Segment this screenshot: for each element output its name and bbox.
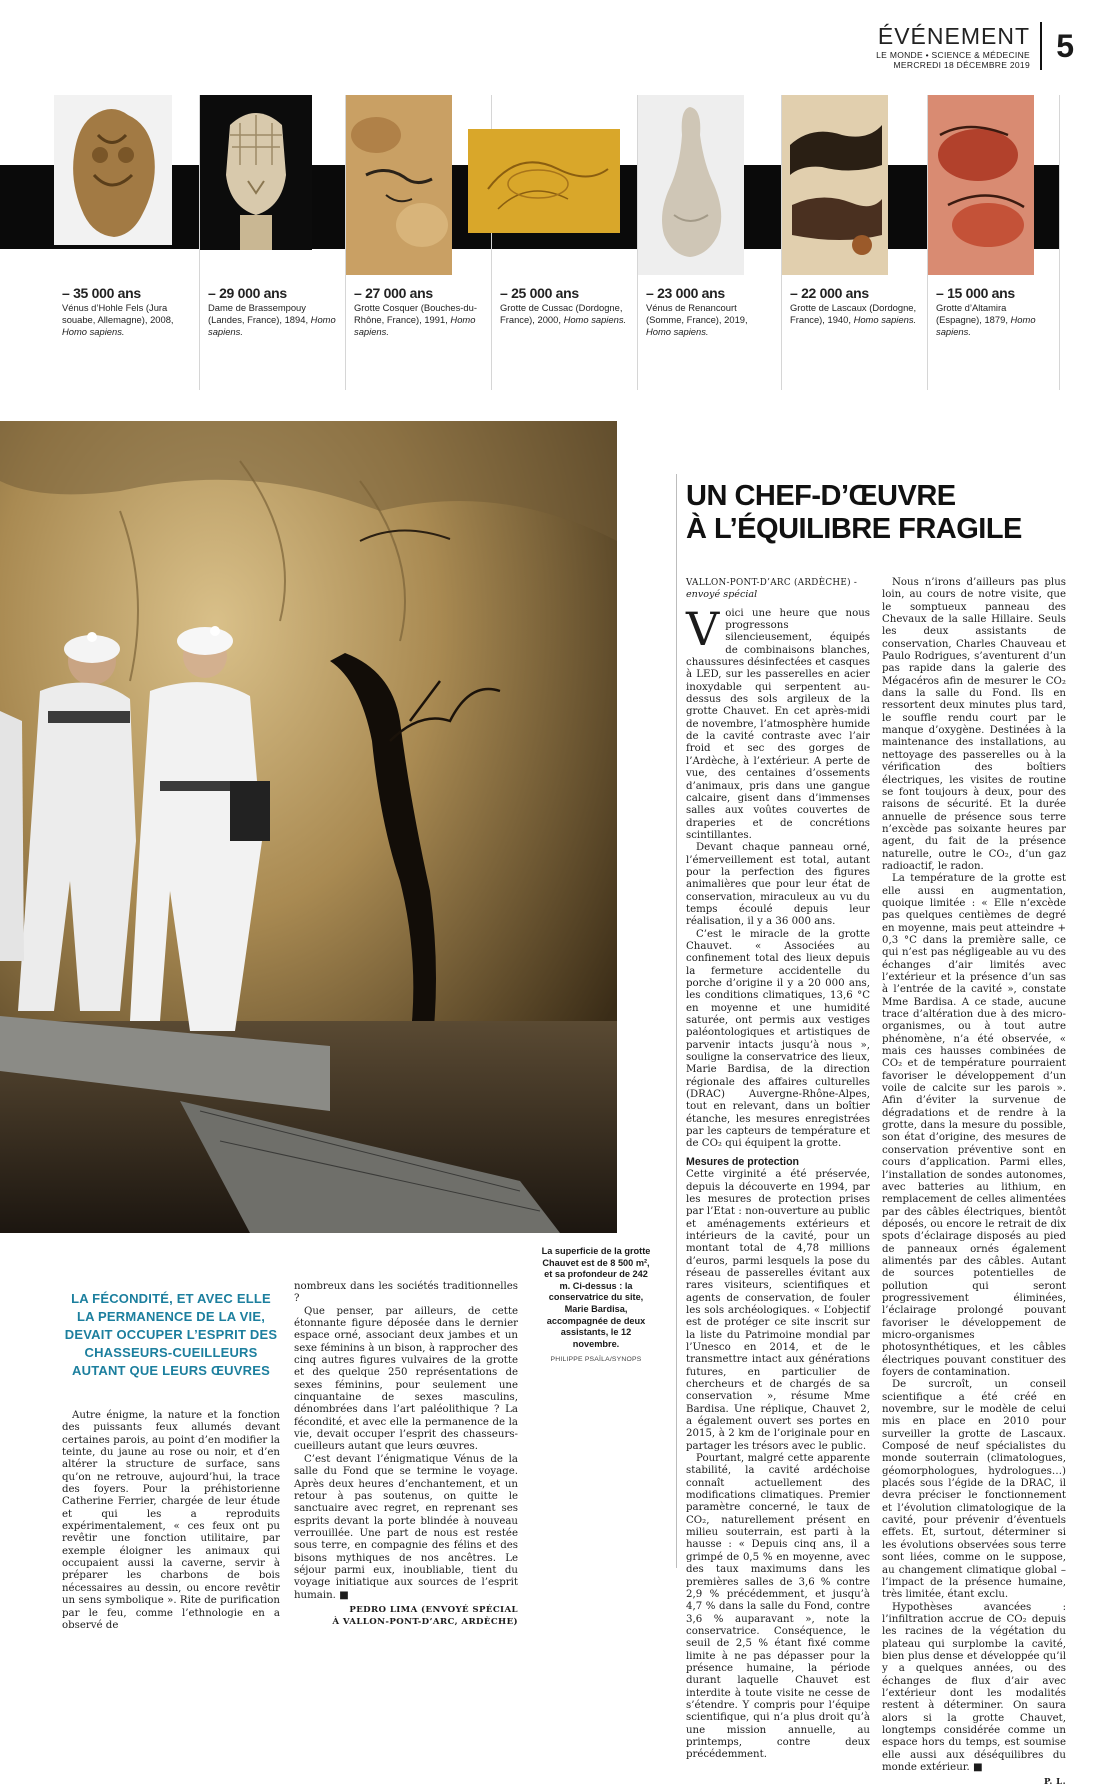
timeline-year: – 15 000 ans [936, 285, 1015, 301]
article-paragraph: Autre énigme, la nature et la fonction des puissants feux allumés devant certaines parois, au point d’en modifier la teinte, du jaune au rose ou noir, et d’en altérer la structure de surface, sans qu’on ne retrouve, aujourd’hui, la trace des foyers. Pour la préhistorienne Catherine Ferrier, chargée de leur étude et qui les a reproduits expérimentalement, « ces feux ont pu revêtir une fonction utilitaire, par exemple éloigner les animaux qui occupaient aussi la caverne, servir à préparer les charbons de bois nécessaires au dessin, ou encore revêtir un sens symbolique ». Rite de purification par le feu, comme l’ethnologie en a observé de [62, 1410, 280, 1631]
renancourt-venus-image [638, 95, 744, 275]
dropcap: V [686, 601, 720, 656]
timeline-caption: – 35 000 ans Vénus d’Hohle Fels (Jura souabe, Allemagne), 2008, Homo sapiens. [62, 287, 193, 338]
timeline-year: – 27 000 ans [354, 285, 433, 301]
timeline-year: – 29 000 ans [208, 285, 287, 301]
timeline-year: – 23 000 ans [646, 285, 725, 301]
article-paragraph: Hypothèses avancées : l’infiltration accrue de CO₂ depuis les racines de la végétation du plateau qui surplombe la cavité, bien plus dense et développée qu’il y a quelques années, ou des échanges de flux d’air avec l’extérieur dont les modalités restent à déterminer. On saura alors si la grotte Chauvet, longtemps considérée comme un espace hors du temps, est soumise elle aussi aux déséquilibres du monde extérieur. ■ [882, 1601, 1066, 1773]
timeline-year: – 22 000 ans [790, 285, 869, 301]
chauvet-cave-photo [0, 421, 617, 1233]
article-signature: P. L. [1043, 1777, 1066, 1788]
timeline-year: – 25 000 ans [500, 285, 579, 301]
article-column-1 [686, 577, 870, 1762]
timeline-item [54, 95, 200, 390]
photo-caption: La superficie de la grotte Chauvet est de 8 500 m², et sa profondeur de 242 m. Ci-dessus : la conservatrice du site, Marie Bardisa, accompagnée de deux assistants, le 12 novembre. PHILIPPE PSAÏLA/SYNOPS [540, 1246, 652, 1366]
pull-quote: LA FÉCONDITÉ, ET AVEC ELLE LA PERMANENCE DE LA VIE, DEVAIT OCCUPER L’ESPRIT DES CHASSEURS-CUEILLEURS AUTANT QUE LEURS ŒUVRES [64, 1291, 278, 1378]
timeline-item [928, 95, 1060, 390]
article-paragraph: Nous n’irons d’ailleurs pas plus loin, au cours de notre visite, que le somptueux panneau des Chevaux de la salle Hillaire. Seuls les deux assistants de conservation, Charles Chauveau et Paulo Rodrigues, s’aventurent d’un pas rapide dans la galerie des Mégacéros afin de mesurer le CO₂ dans la salle du Fond. Ils en ressortent deux minutes plus tard, le souffle rendu court par le manque d’oxygène. Destinées à la maintenance des installations, au nettoyage des passerelles ou à la vérification des boîtiers électriques, les visites de routine se font toujours à deux, pour des raisons de sécurité. Et la durée annuelle de présence sous terre n’excède pas soixante heures par agent, du fait de la présence naturelle, outre le CO₂, d’un gaz radioactif, le radon. [882, 577, 1066, 872]
column-rule [676, 474, 677, 1568]
timeline-caption: – 15 000 ans Grotte d’Altamira (Espagne), 1879, Homo sapiens. [936, 287, 1053, 338]
cosquer-cave-painting-image [346, 95, 452, 275]
article-paragraph: De surcroît, un conseil scientifique a été créé en novembre, sur le modèle de celui mis en place en 2010 pour surveiller la grotte de Lascaux. Composé de neuf spécialistes du monde souterrain (climatologues, géomorphologues, hydrologues…) placés sous l’égide de la DRAC, il devra préciser le fonctionnement et l’évolution climatologique de la cavité, pour prévenir d’éventuels effets. Et, surtout, déterminer si les évolutions observées sous terre sont liées, comme on le suppose, au changement climatique global – l’impact de la présence humaine, très limitée, étant exclu. [882, 1379, 1066, 1601]
cussac-engraving-image [468, 129, 620, 233]
timeline-caption: – 29 000 ans Dame de Brassempouy (Landes, France), 1894, Homo sapiens. [208, 287, 339, 338]
article-column-2 [882, 577, 1066, 1789]
story-column-b [294, 1281, 518, 1629]
issue-date: MERCREDI 18 DÉCEMBRE 2019 [893, 60, 1030, 70]
lascaux-painting-image [782, 95, 888, 275]
story-signature-line-2: À VALLON-PONT-D’ARC, ARDÈCHE) [332, 1617, 518, 1628]
cave-photograph [0, 421, 617, 1233]
story-signature-line-1: PEDRO LIMA (ENVOYÉ SPÉCIAL [349, 1604, 518, 1615]
article-paragraph: Devant chaque panneau orné, l’émerveillement est total, autant pour la perfection des figures animalières que pour leur état de conservation, miraculeux au vu du temps écoulé depuis leur réalisation, il y a 36 000 ans. [686, 842, 870, 928]
article-headline: UN CHEF-D’ŒUVRE À L’ÉQUILIBRE FRAGILE [686, 480, 1022, 545]
brassempouy-head-image [200, 95, 312, 250]
timeline-item [638, 95, 782, 390]
timeline-caption: – 23 000 ans Vénus de Renancourt (Somme, France), 2019, Homo sapiens. [646, 287, 775, 338]
article-paragraph: Que penser, par ailleurs, de cette étonnante figure déposée dans le dernier espace orné, associant deux jambes et un sexe féminins à un bison, à rapprocher des cinq autres figures vulvaires de la grotte et des quelque 250 représentations de sexes féminins, pour seulement une cinquantaine de sexes masculins, dénombrées dans l’art paléolithique ? La fécondité, et avec elle la permanence de la vie, devait occuper l’esprit des chasseurs-cueilleurs autant que leurs œuvres. [294, 1305, 518, 1453]
timeline-year: – 35 000 ans [62, 285, 141, 301]
article-paragraph: Cette virginité a été préservée, depuis la découverte en 1994, par les mesures de protection prises par l’Etat : non-ouverture au public et aménagements extérieurs et intérieurs de la cavité, pour un montant total de 4,78 millions d’euros, parmi lesquels la pose du réseau de passerelles évitant aux rares visiteurs, scientifiques et agents de conservation, de fouler les sols archéologiques. « L’objectif est de protéger ce site inscrit sur la liste du Patrimoine mondial par l’Unesco en 2014, et de le transmettre intact aux générations futures, en particulier de chercheurs et de chargés de sa conservation », résume Mme Bardisa. Une réplique, Chauvet 2, a également ouvert ses portes en 2015, à 2 km de l’originale pour en partager les trésors avec le public. [686, 1169, 870, 1452]
section-title: ÉVÉNEMENT [877, 23, 1030, 49]
venus-figurine-image [54, 95, 172, 245]
article-paragraph: nombreux dans les sociétés traditionnelles ? [294, 1281, 518, 1305]
timeline-caption: – 25 000 ans Grotte de Cussac (Dordogne, France), 2000, Homo sapiens. [500, 287, 631, 326]
timeline-item [492, 95, 638, 390]
masthead [876, 24, 1030, 70]
photo-credit: PHILIPPE PSAÏLA/SYNOPS [550, 1356, 642, 1364]
timeline-item [200, 95, 346, 390]
article-paragraph: C’est devant l’énigmatique Vénus de la salle du Fond que se termine le voyage. Après deux heures d’enchantement, et un retour à pas soutenus, on quitte le sanctuaire avec regret, en reprenant ses esprits devant la porte blindée à nouveau verrouillée. Une part de nous est restée sous terre, en compagnie des félins et des bisons mythiques de nos ancêtres. Le séjour parmi eux, inoubliable, tient du voyage initiatique aux sources de l’esprit humain. ■ [294, 1453, 518, 1601]
altamira-painting-image [928, 95, 1034, 275]
timeline-item [782, 95, 928, 390]
dateline: VALLON-PONT-D’ARC (ARDÈCHE) - [686, 578, 858, 588]
timeline-caption: – 27 000 ans Grotte Cosquer (Bouches-du-Rhône, France), 1991, Homo sapiens. [354, 287, 485, 338]
paper-name: LE MONDE • SCIENCE & MÉDECINE [876, 50, 1030, 60]
subheading: Mesures de protection [686, 1155, 800, 1168]
article-paragraph: La température de la grotte est elle aussi en augmentation, quoique limitée : « Elle n’excède pas quelques centièmes de degré en moyenne, mais peut atteindre + 0,3 °C dans la première salle, ce qui n’est pas négligeable au vu des échanges d’air limités avec l’extérieur et la présence d’un sas à l’entrée de la cavité », constate Mme Bardisa. A ce stade, aucune trace d’altération due à des micro-organismes, ou à tout autre phénomène, n’a été observée, « mais ces hausses combinées de CO₂ et de température pourraient favoriser le développement d’un voile de calcite sur les parois ». Afin d’éviter la survenue de dégradations et de rendre à la grotte, dans la mesure du possible, son état d’origine, des mesures de conservation préventive sont en cours d’application. Parmi elles, l’installation de sondes autonomes, avec batteries au lithium, en remplacement de celles alimentées par des câbles électriques, bientôt déposés, ou encore le retrait de dix spots d’éclairage disposés au pied de panneaux ornés également alimentés par des câbles. Autant de sources potentielles de pollution qui seront progressivement éliminées, l’éclairage prolongé pouvant favoriser le développement de micro-organismes photosynthétiques, et les câbles électriques pouvant constituer des foyers de contamination. [882, 873, 1066, 1378]
page-number: 5 [1040, 22, 1074, 70]
article-paragraph: Voici une heure que nous progressons silencieusement, équipés de combinaisons blanches, chaussures désinfectées et casques à LED, sur les passerelles en acier inoxydable qui serpentent au-dessus des sols argileux de la grotte Chauvet. En cet après-midi de novembre, l’atmosphère humide de la cavité contraste avec l’air froid et sec des gorges de l’Ardèche, à l’extérieur. A perte de vue, des centaines d’ossements d’animaux, pris dans une gangue calcaire, gisent dans d’immenses salles aux voûtes couvertes de draperies et de concrétions scintillantes. [686, 601, 870, 841]
article-paragraph: C’est le miracle de la grotte Chauvet. « Associées au confinement total des lieux depuis la fermeture accidentelle du porche d’origine il y a 20 000 ans, les conditions climatiques, 13,6 °C en moyenne et une humidité saturée, ont permis aux vestiges paléontologiques et artistiques de parvenir intacts jusqu’à nous », souligne la conservatrice des lieux, Marie Bardisa, de la direction régionale des affaires culturelles (DRAC) Auvergne-Rhône-Alpes, tout en relevant, dans un boîtier étanche, les mesures enregistrées par les capteurs de température et de CO₂ qui équipent la grotte. [686, 928, 870, 1150]
timeline [0, 95, 1110, 390]
dateline-role: envoyé spécial [686, 589, 758, 601]
article-paragraph: Pourtant, malgré cette apparente stabilité, la cavité ardéchoise connaît actuellement des modifications climatiques. Premier paramètre concerné, le taux de CO₂, naturellement présent en milieu souterrain, est parti à la hausse : « Depuis cinq ans, il a grimpé de 0,5 % en moyenne, avec des taux maximums dans les premières salles de 3,6 % contre 2,9 % précédemment, et jusqu’à 4,7 % dans la salle du Fond, contre 3,6 % auparavant », note la conservatrice. Conséquence, le seuil de 2,5 % étant fixé comme limite à ne pas dépasser pour la présence humaine, la période durant laquelle Chauvet est interdite à toute visite ne cesse de s’étendre. Y compris pour l’équipe scientifique, qui n’a plus droit qu’à une mission annuelle, au printemps, contre deux précédemment. [686, 1453, 870, 1761]
story-column-a [62, 1410, 280, 1632]
timeline-caption: – 22 000 ans Grotte de Lascaux (Dordogne, France), 1940, Homo sapiens. [790, 287, 921, 326]
